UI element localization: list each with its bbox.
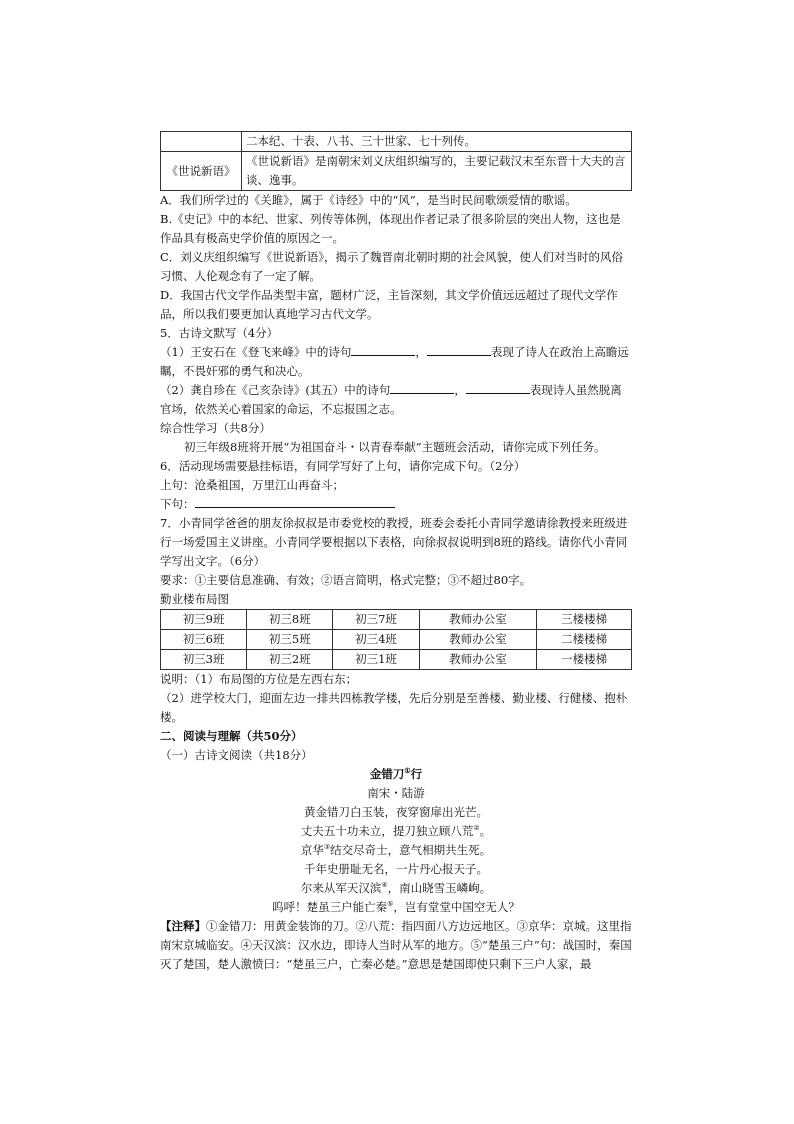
poem-line: 尔来从军天汉滨④，南山晓雪玉嶙峋。 <box>300 881 492 895</box>
answer-blank[interactable] <box>351 343 415 356</box>
layout-note-1: 说明：（1）布局图的方位是左西右东； <box>160 672 358 686</box>
poem-line: 京华③结交尽奇士，意气相期共生死。 <box>300 843 492 857</box>
option-c: C．刘义庆组织编写《世说新语》，揭示了魏晋南北朝时期的社会风貌，使人们对当时的风俗习惯、人伦观念有了一定了解。 <box>160 250 624 283</box>
poem-author: 南宋・陆游 <box>367 786 425 800</box>
subsection-title: （一）古诗文阅读（共18分） <box>160 748 313 762</box>
q6-up: 上句：沧桑祖国，万里江山再奋斗； <box>160 478 344 492</box>
layout-title: 勤业楼布局图 <box>160 592 229 606</box>
exam-page <box>160 131 632 974</box>
building-layout-table <box>160 609 632 670</box>
q6-down: 下句： <box>160 495 632 514</box>
answer-blank[interactable] <box>390 381 454 394</box>
q6: 6．活动现场需要悬挂标语，有同学写好了上句，请你完成下句。（2分） <box>160 459 526 473</box>
table-row: 初三9班 初三8班 初三7班 教师办公室 三楼楼梯 <box>161 610 632 630</box>
comp-intro: 初三年级8班将开展“为祖国奋斗・以青春奉献”主题班会活动，请你完成下列任务。 <box>184 440 606 454</box>
work-intro-table <box>160 131 632 191</box>
table-row: 初三6班 初三5班 初三4班 教师办公室 二楼楼梯 <box>161 630 632 650</box>
table-cell: 二本纪、十表、八书、三十世家、七十列传。 <box>242 132 632 152</box>
q5-item-1: （1）王安石在《登飞来峰》中的诗句 ， 表现了诗人在政治上高瞻远瞩，不畏奸邪的勇气和决心。 <box>160 345 629 378</box>
table-cell-label: 《世说新语》 <box>161 152 242 191</box>
poem-line: 呜呼！楚虽三户能亡秦⑤，岂有堂堂中国空无人？ <box>272 900 520 914</box>
q7: 7．小青同学爸爸的朋友徐叔叔是市委党校的教授，班委会委托小青同学邀请徐教授来班级进行一场爱国主义讲座。小青同学要根据以下表格，向徐叔叔说明到8班的路线。请你代小青同学写出文字。（6分） <box>160 516 628 568</box>
q5-item-2: （2）龚自珍在《己亥杂诗》(其五）中的诗句 ， 表现诗人虽然脱离官场，依然关心着国家的命运，不忘报国之志。 <box>160 383 622 416</box>
poem-title: 金错刀①行 <box>369 766 423 781</box>
poem-notes: 【注释】①金错刀：用黄金装饰的刀。②八荒：指四面八方边远地区。③京华：京城。这里指南宋京城临安。④天汉滨：汉水边，即诗人当时从军的地方。⑤“楚虽三户”句：战国时，秦国灭了楚国，楚人激愤曰：“楚虽三户，亡秦必楚。”意思是楚国即使只剩下三户人家，最 <box>160 919 632 971</box>
poem <box>160 765 632 917</box>
section-title: 二、阅读与理解（共50分） <box>160 729 303 743</box>
poem-line: 黄金错刀白玉装，夜穿窗扉出光芒。 <box>304 805 488 819</box>
answer-blank[interactable] <box>195 495 395 508</box>
option-a: A．我们所学过的《关雎》，属于《诗经》中的“风”，是当时民间歌颂爱情的歌谣。 <box>160 193 577 207</box>
table-cell: 《世说新语》是南朝宋刘义庆组织编写的，主要记载汉末至东晋十大夫的言谈、逸事。 <box>242 152 632 191</box>
poem-line: 千年史册耻无名，一片丹心报天子。 <box>304 862 488 876</box>
option-b: B.《史记》中的本纪、世家、列传等体例，体现出作者记录了很多阶层的突出人物，这也是作品具有极高史学价值的原因之一。 <box>160 212 621 245</box>
answer-blank[interactable] <box>427 343 491 356</box>
q7-req: 要求：①主要信息准确、有效；②语言简明，格式完整；③不超过80字。 <box>160 573 532 587</box>
option-d: D．我国古代文学作品类型丰富，题材广泛，主旨深刻，其文学价值远远超过了现代文学作品，所以我们要更加认真地学习古代文学。 <box>160 288 618 321</box>
comp-title: 综合性学习（共8分） <box>160 421 271 435</box>
answer-blank[interactable] <box>466 381 530 394</box>
table-row: 初三3班 初三2班 初三1班 教师办公室 一楼楼梯 <box>161 650 632 670</box>
q5-title: 5．古诗文默写（4分） <box>160 326 279 340</box>
poem-line: 丈夫五十功未立，提刀独立顾八荒②。 <box>300 824 492 838</box>
layout-note-2: （2）进学校大门，迎面左边一排共四栋教学楼，先后分别是至善楼、勤业楼、行健楼、抱朴楼。 <box>160 691 628 724</box>
